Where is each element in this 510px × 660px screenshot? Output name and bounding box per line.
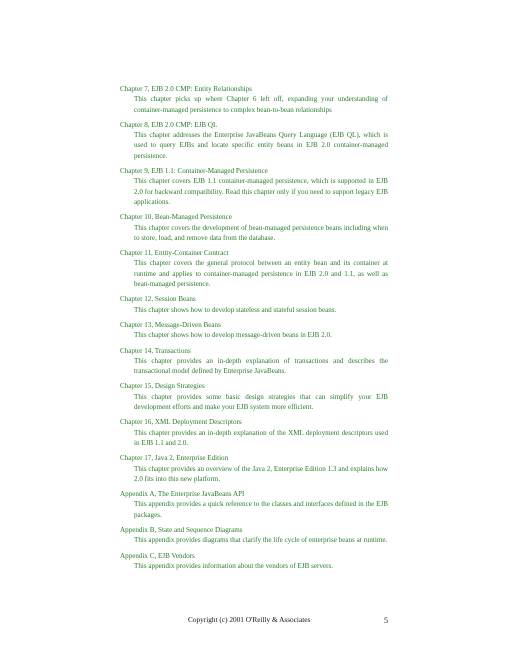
appendix-description: This appendix provides information about the vendors of EJB servers. [134, 561, 333, 570]
chapter-title: Chapter 13, Message-Driven Beans [120, 320, 221, 329]
chapter-description: This chapter provides an in-depth explanation of transactions and describes the transactional model defined by Enterprise JavaBeans. [134, 356, 388, 376]
list-item [120, 166, 388, 207]
list-item [120, 551, 388, 572]
list-item [120, 525, 388, 546]
list-item [120, 212, 388, 243]
chapter-description: This chapter covers EJB 1.1 container-managed persistence, which is supported in EJB 2.0 for backward compatibility. Read this chapter only if you need to support legacy EJB applications. [134, 177, 388, 206]
copyright-notice: Copyright (c) 2001 O'Reilly & Associates [188, 615, 311, 624]
list-item [120, 417, 388, 448]
list-item [120, 120, 388, 161]
chapter-description: This chapter covers the development of bean-managed persistence beans including when to store, load, and remove data from the database. [134, 223, 388, 242]
chapter-list [120, 84, 388, 576]
chapter-description: This chapter provides an overview of the Java 2, Enterprise Edition 1.3 and explains how 2.0 fits into this new platform. [134, 464, 388, 483]
chapter-title: Chapter 17, Java 2, Enterprise Edition [120, 454, 229, 463]
chapter-title: Chapter 8, EJB 2.0 CMP: EJB QL [120, 120, 218, 129]
list-item [120, 453, 388, 484]
list-item [120, 320, 388, 341]
list-item [120, 381, 388, 412]
appendix-title: Appendix C, EJB Vendors [120, 551, 195, 560]
chapter-title: Chapter 12, Session Beans [120, 295, 196, 304]
chapter-description: This chapter addresses the Enterprise JavaBeans Query Language (EJB QL), which is used to query EJBs and locate specific entity beans in EJB 2.0 container-managed persistence. [134, 131, 388, 160]
list-item [120, 346, 388, 377]
chapter-description: This chapter picks up where Chapter 6 left off, expanding your understanding of container-managed persistence to complex bean-to-bean relationships [134, 95, 388, 114]
chapter-title: Chapter 7, EJB 2.0 CMP: Entity Relationships [120, 85, 253, 93]
chapter-description: This chapter covers the general protocol between an entity bean and its container at runtime and applies to container-managed persistence in EJB 2.0 and 1.1, as well as bean-managed persistence. [134, 259, 388, 289]
chapter-title: Chapter 14, Transactions [120, 346, 191, 355]
chapter-title: Chapter 11, Entity-Container Contract [120, 249, 229, 258]
appendix-title: Appendix A, The Enterprise JavaBeans API [120, 490, 245, 499]
chapter-title: Chapter 16, XML Deployment Descriptors [120, 418, 242, 427]
list-item [120, 248, 388, 289]
chapter-description: This chapter provides an in-depth explanation of the XML deployment descriptors used in EJB 1.1 and 2.0. [134, 428, 388, 447]
chapter-description: This chapter shows how to develop stateless and stateful session beans. [134, 305, 337, 314]
appendix-description: This appendix provides diagrams that clarify the life cycle of enterprise beans at runtime. [134, 536, 388, 545]
chapter-title: Chapter 10, Bean-Managed Persistence [120, 213, 232, 222]
chapter-description: This chapter shows how to develop message-driven beans in EJB 2.0. [134, 331, 332, 340]
page-number: 5 [384, 616, 388, 625]
chapter-title: Chapter 9, EJB 1.1: Container-Managed Persistence [120, 167, 268, 176]
page-footer [0, 615, 510, 627]
chapter-title: Chapter 15, Design Strategies [120, 382, 205, 391]
appendix-title: Appendix B, State and Sequence Diagrams [120, 525, 243, 534]
list-item [120, 294, 388, 315]
chapter-description: This chapter provides some basic design strategies that can simplify your EJB development efforts and make your EJB system more efficient. [134, 392, 388, 412]
list-item [120, 489, 388, 520]
list-item [120, 84, 388, 115]
appendix-description: This appendix provides a quick reference to the classes and interfaces defined in the EJB packages. [134, 500, 388, 519]
